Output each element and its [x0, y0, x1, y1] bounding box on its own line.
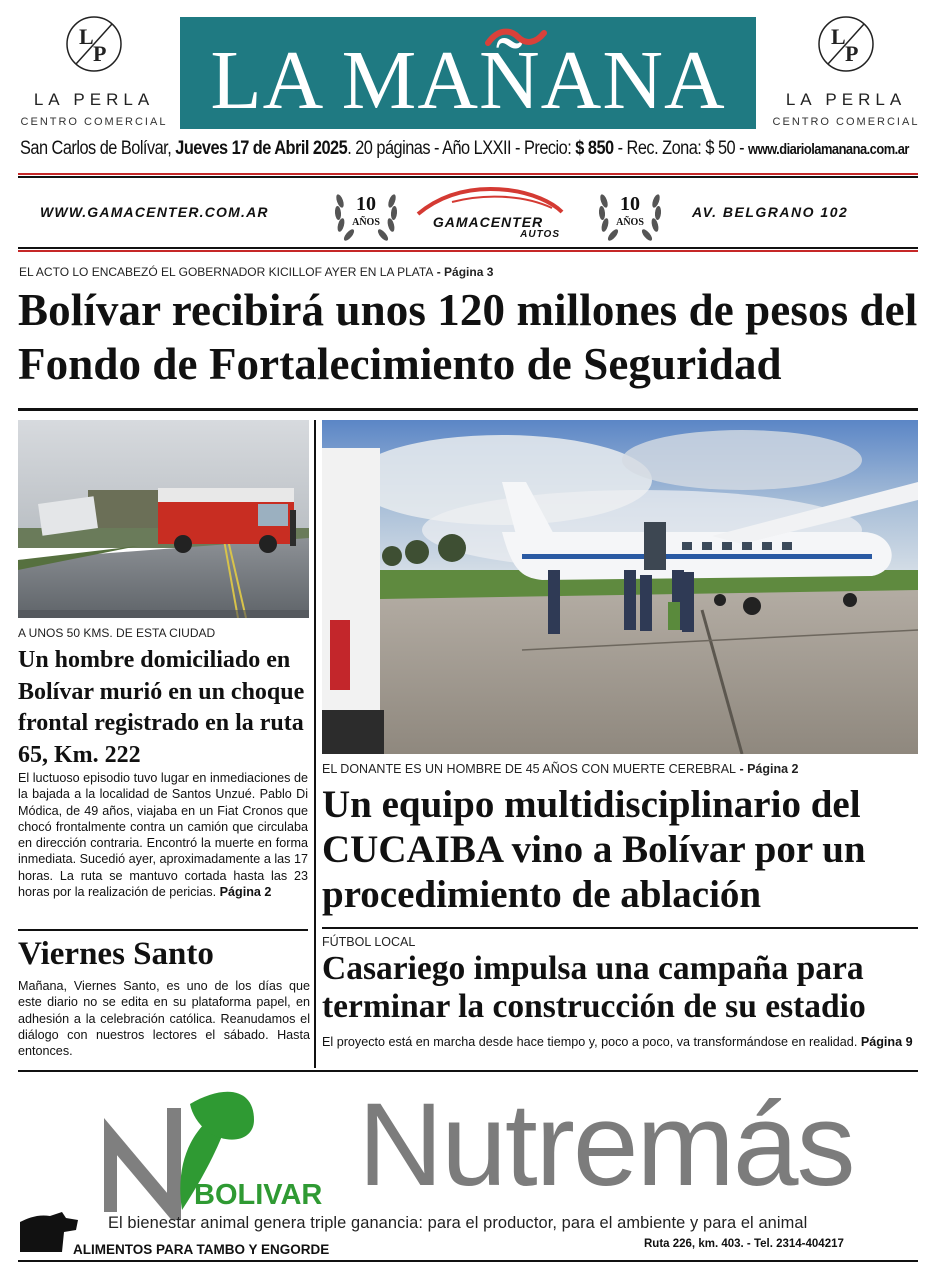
column-divider — [314, 420, 316, 1068]
plane-photo[interactable] — [322, 420, 918, 754]
cucaiba-headline[interactable]: Un equipo multidisciplinario del CUCAIBA vino a Bolívar por un procedimiento de ablación — [322, 783, 866, 916]
svg-text:P: P — [93, 41, 107, 66]
ad-products: ALIMENTOS PARA TAMBO Y ENGORDE — [73, 1242, 330, 1257]
divider — [18, 408, 918, 411]
crash-body — [18, 770, 308, 900]
lead-headline[interactable]: Bolívar recibirá unos 120 millones de pesos del Fondo de Fortalecimiento de Seguridad — [18, 285, 918, 389]
divider — [18, 173, 918, 175]
dateline-date: Jueves 17 de Abril 2025 — [175, 138, 348, 159]
divider — [18, 929, 308, 931]
svg-text:L: L — [79, 24, 94, 49]
nutremas-ad[interactable] — [18, 1074, 918, 1264]
cucaiba-page-ref[interactable]: - Página 2 — [735, 762, 799, 776]
lead-kicker-text: EL ACTO LO ENCABEZÓ EL GOBERNADOR KICILLOF AYER EN LA PLATA — [19, 265, 434, 279]
svg-text:P: P — [845, 41, 859, 66]
gamacenter-logo — [412, 184, 572, 242]
gamacenter-banner[interactable] — [18, 178, 918, 246]
la-perla-subtitle: CENTRO COMERCIAL — [772, 116, 920, 128]
la-perla-ad-right[interactable] — [766, 14, 926, 128]
casariego-body-text: El proyecto está en marcha desde hace tiempo y, poco a poco, va transformándose en realidad. — [322, 1035, 858, 1049]
badge-number: 10 — [620, 193, 640, 215]
crash-headline[interactable]: Un hombre domiciliado en Bolívar murió en un choque frontal registrado en la ruta 65, Km. 222 — [18, 647, 305, 768]
anniversary-badge — [594, 181, 666, 245]
website-link[interactable]: www.diariolamanana.com.ar — [748, 141, 909, 158]
masthead-title: LA MAÑANA — [210, 34, 726, 127]
dateline-zone: - Rec. Zona: $ 50 - — [613, 138, 749, 159]
la-perla-name: LA PERLA — [785, 90, 907, 109]
badge-label: AÑOS — [352, 217, 380, 228]
crash-page-ref[interactable]: Página 2 — [219, 885, 272, 900]
la-perla-logo-icon — [64, 14, 124, 74]
ad-brand: Nutremás — [358, 1079, 854, 1211]
anniversary-badge — [330, 181, 402, 245]
dateline-place: San Carlos de Bolívar, — [20, 138, 172, 159]
casariego-body — [322, 1034, 918, 1051]
cucaiba-kicker-text: EL DONANTE ES UN HOMBRE DE 45 AÑOS CON MUERTE CEREBRAL — [322, 762, 736, 776]
badge-label: AÑOS — [616, 217, 644, 228]
viernes-body: Mañana, Viernes Santo, es uno de los días que este diario no se edita en su plataforma papel, en adhesión a la celebración católica. Reanudamos el diálogo con nuestros lectores el sábado. Hasta entonces. — [18, 979, 310, 1059]
dateline — [20, 138, 909, 160]
divider — [18, 1070, 918, 1072]
divider — [18, 247, 918, 249]
dateline-price: $ 850 — [575, 138, 614, 159]
ad-tagline: El bienestar animal genera triple ganancia: para el productor, para el ambiente y para el animal — [108, 1214, 808, 1232]
divider — [18, 250, 918, 252]
casariego-headline[interactable]: Casariego impulsa una campaña para terminar la construcción de su estadio — [322, 950, 866, 1025]
crash-kicker: A UNOS 50 KMS. DE ESTA CIUDAD — [18, 626, 216, 640]
crash-body-text: El luctuoso episodio tuvo lugar en inmediaciones de la bajada a la localidad de Santos Unzué. Pablo Di Módica, de 49 años, viajaba en un Fiat Cronos que chocó frontalmente contra un camión que circulaba en dirección contraria. Encontró la muerte en forma inmediata. Sucedió ayer, aproximadamente a las 17 horas. La ruta se mantuvo cortada hasta las 23 horas por la realización de pericias. — [18, 771, 308, 900]
casariego-page-ref[interactable]: Página 9 — [860, 1035, 913, 1049]
ad-sub-brand: BOLIVAR — [194, 1179, 323, 1211]
cucaiba-kicker — [322, 762, 799, 776]
lead-page-ref[interactable]: - Página 3 — [433, 265, 494, 279]
la-perla-name: LA PERLA — [33, 90, 155, 109]
tilde-accent-icon — [484, 27, 548, 49]
dateline-details: . 20 páginas - Año LXXII - Precio: — [347, 138, 576, 159]
futbol-kicker: FÚTBOL LOCAL — [322, 935, 416, 949]
la-perla-ad-left[interactable] — [14, 14, 174, 128]
divider — [322, 927, 918, 929]
crash-photo[interactable] — [18, 420, 309, 618]
divider — [18, 1260, 918, 1262]
la-perla-logo-icon — [816, 14, 876, 74]
newspaper-header — [0, 0, 940, 172]
svg-text:L: L — [831, 24, 846, 49]
viernes-headline[interactable]: Viernes Santo — [18, 936, 214, 972]
ad-contact: Ruta 226, km. 403. - Tel. 2314-404217 — [644, 1238, 844, 1250]
lead-kicker — [19, 265, 493, 279]
gamacenter-brand: GAMACENTER — [432, 214, 544, 230]
gamacenter-url[interactable]: WWW.GAMACENTER.COM.AR — [40, 204, 269, 220]
badge-number: 10 — [356, 193, 376, 215]
la-perla-subtitle: CENTRO COMERCIAL — [20, 116, 168, 128]
masthead — [180, 17, 756, 129]
gamacenter-address: AV. BELGRANO 102 — [692, 204, 849, 220]
gamacenter-sub: AUTOS — [520, 229, 560, 240]
